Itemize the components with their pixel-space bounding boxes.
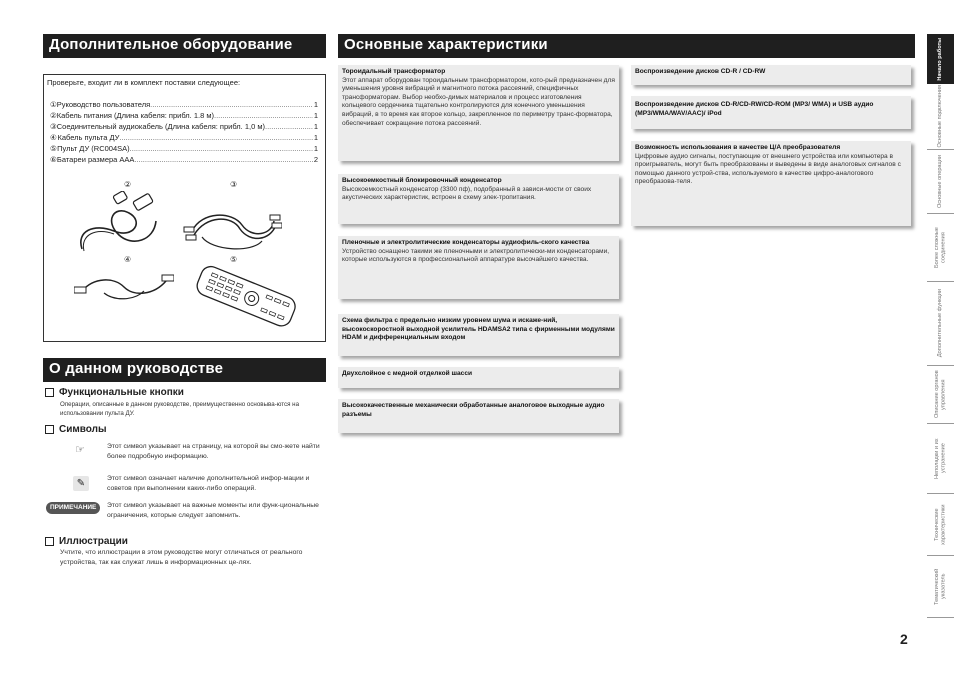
remote-cable-icon — [74, 267, 174, 307]
tab-advanced-connections[interactable]: Более сложные соединения — [927, 214, 954, 282]
list-item: ① Руководство пользователя ..... 1 — [50, 99, 318, 110]
list-item: ⑥ Батареи размера AAA ..... 2 — [50, 154, 318, 165]
pointing-hand-icon: ☞ — [75, 444, 85, 456]
feature-card: Воспроизведение дисков CD-R / CD-RW — [631, 65, 911, 85]
features-header: Основные характеристики — [338, 34, 915, 56]
list-item: ⑤ Пульт ДУ (RC004SA) ..... 1 — [50, 143, 318, 154]
checkbox-bullet-icon — [45, 537, 54, 546]
functional-buttons-heading: Функциональные кнопки — [45, 387, 184, 398]
functional-buttons-text: Операции, описанные в данном руководстве, преимущественно основыва-ются на использовании пульта ДУ. — [60, 401, 300, 417]
tab-basic-operations[interactable]: Основные операции — [927, 150, 954, 214]
illustrations-heading: Иллюстрации — [45, 536, 128, 547]
feature-card: Тороидальный трансформатор Этот аппарат оборудован тороидальным трансформатором, кото-рый предназначен для уменьшения уровня вибраций и магнитного потока рассеяний, специфичных трансформаторам. Выбор необхо-димых материалов и процесс изготовления кольцевого сердечника тщательно контролируются для конечного уменьшения вибраций, в то время как второе кольцо, закрепленное по периметру транс-форматора, обеспечивает сокращение потока рассеяний. — [338, 65, 619, 161]
feature-card: Пленочные и электролитические конденсаторы аудиофиль-ского качества Устройство оснащено такими же пленочными и электролитически-ми конденсаторами, которые используются в профессиональной аппаратуре высочайшего качества. — [338, 236, 619, 299]
list-item: ④ Кабель пульта ДУ ..... 1 — [50, 132, 318, 143]
symbols-heading: Символы — [45, 424, 107, 435]
illustrations-text: Учтите, что иллюстрации в этом руководстве могут отличаться от реального устройства, так как служат лишь в информационных це-лях. — [60, 549, 303, 566]
tab-additional-functions[interactable]: Дополнительные функции — [927, 282, 954, 366]
symbol-reference-text: Этот символ указывает на страницу, на которой вы смо-жете найти более подробную информацию. — [107, 443, 320, 460]
figure-label-remote: ⑤ — [230, 255, 238, 264]
tab-getting-started[interactable]: Начало работы — [927, 34, 954, 84]
page-number: 2 — [900, 631, 908, 647]
symbol-note-text: Этот символ указывает на важные моменты или функ-циональные ограничения, которые следует запомнить. — [107, 502, 319, 519]
feature-card: Воспроизведение дисков CD-R/CD-RW/CD-ROM (MP3/ WMA) и USB аудио (MP3/WMA/WAV/AAC)/ iPod — [631, 96, 911, 129]
accessories-header: Дополнительное оборудование — [43, 34, 326, 56]
feature-card: Двухслойное с медной отделкой шасси — [338, 367, 619, 388]
figure-label-audio-cable: ③ — [230, 180, 238, 189]
remote-control-icon — [189, 263, 301, 335]
accessories-box — [43, 74, 326, 342]
tab-troubleshooting[interactable]: Неполадки и их устранение — [927, 424, 954, 494]
feature-card: Высококачественные механически обработанные аналоговое выходные аудио разъемы — [338, 399, 619, 433]
note-badge: ПРИМЕЧАНИЕ — [46, 502, 100, 514]
feature-card: Возможность использования в качестве Ц/А преобразователя Цифровые аудио сигналы, поступающие от внешнего устройства или компьютера в проигрыватель, могут быть преобразованы и выведены в виде аналоговых сигналов с помощью данного устрой-ства, используемого в качестве цифро-аналогового преобразова-теля. — [631, 141, 911, 226]
tab-specifications[interactable]: Технические характеристики — [927, 494, 954, 556]
accessories-list — [50, 99, 318, 165]
feature-card: Высокоемкостный блокировочный конденсатор Высокоемкостный конденсатор (3300 пф), подобранный в зависи-мости от своих акустических характеристик, встроен в схему элек-тропитания. — [338, 174, 619, 224]
tab-controls-description[interactable]: Описание органов управления — [927, 366, 954, 424]
tab-index[interactable]: Тематический указатель — [927, 556, 954, 618]
figure-label-remote-cable: ④ — [124, 255, 132, 264]
pencil-icon: ✎ — [73, 476, 89, 491]
feature-card: Схема фильтра с предельно низким уровнем шума и искаже-ний, высокоскоростной выходной усилитель HDAMSA2 типа с фирменными модулями HDAM и дифференциальным входом — [338, 314, 619, 356]
accessories-rule — [43, 56, 326, 58]
tab-basic-connections[interactable]: Основные подключения — [927, 84, 954, 150]
symbol-tip-text: Этот символ означает наличие дополнительной инфор-мации и советов при выполнении каких-либо операций. — [107, 475, 310, 492]
manual-rule — [43, 380, 326, 382]
figure-label-power-cable: ② — [124, 180, 132, 189]
checkbox-bullet-icon — [45, 388, 54, 397]
features-rule — [338, 56, 915, 58]
audio-cable-icon — [182, 191, 282, 257]
manual-header: О данном руководстве — [43, 358, 326, 380]
list-item: ② Кабель питания (Длина кабеля: прибл. 1.8 м) ..... 1 — [50, 110, 318, 121]
checkbox-bullet-icon — [45, 425, 54, 434]
power-cable-icon — [74, 191, 164, 257]
list-item: ③ Соединительный аудиокабель (Длина кабеля: прибл. 1,0 м) ..... 1 — [50, 121, 318, 132]
accessories-intro: Проверьте, входит ли в комплект поставки следующее: — [47, 78, 241, 87]
